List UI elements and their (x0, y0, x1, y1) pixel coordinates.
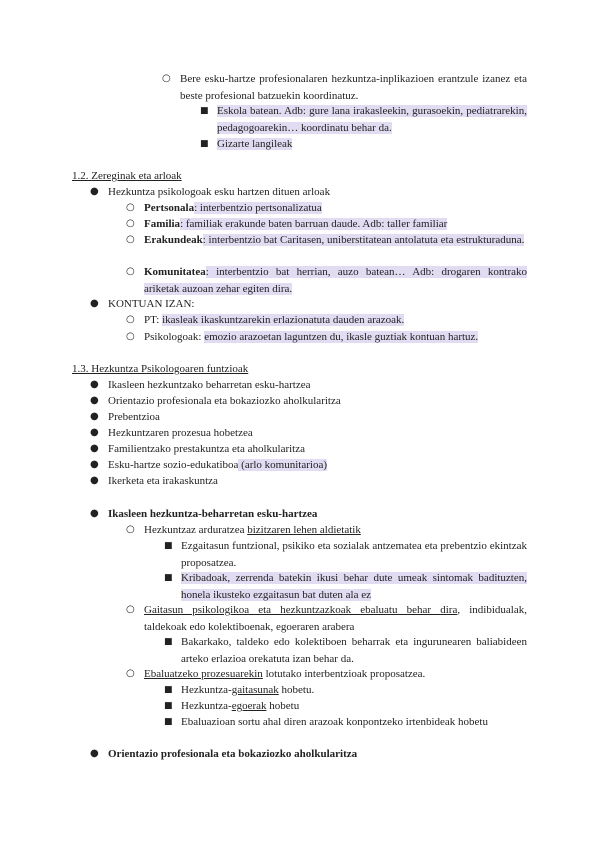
circle-bullet-icon: ○ (126, 202, 135, 213)
area-term: Familia (144, 218, 181, 230)
detail-heading-2 (90, 746, 358, 763)
square-bullet-icon: ■ (164, 717, 173, 727)
c3-item-post: hobetu. (278, 684, 315, 696)
bullet-text: Hezkuntza psikologoak esku hartzen dituen arloak (108, 186, 331, 198)
note-item-psikologoak (126, 329, 527, 346)
circle-bullet-icon: ○ (126, 331, 135, 342)
c3-item-pre: Ebaluazioan sortu ahal diren arazoak konpontzeko irtenbideak hobetu (181, 716, 488, 728)
c1-link: bizitzaren lehen aldietatik (247, 524, 361, 536)
intro-item-1-text: Bere esku-hartze profesionalaren hezkuntza-inplikazioen erantzule izanez eta beste profesional batzuekin koordinatuz. (180, 73, 527, 102)
detail-c2 (126, 602, 527, 635)
function-text: Orientazio profesionala eta bokaziozko aholkularitza (108, 395, 341, 407)
circle-bullet-icon: ○ (126, 314, 135, 325)
detail-c1 (126, 522, 527, 539)
detail-c3 (126, 666, 527, 683)
area-term: Komunitatea (144, 266, 206, 278)
c3-item-pre: Hezkuntza- (181, 700, 232, 712)
c1-pre: Hezkuntzaz arduratzea (144, 524, 248, 536)
note-text: ikasleak ikaskuntzarekin erlazionatuta dauden arazoak. (162, 314, 405, 326)
c2-rest: , indibidualak, taldekoak edo kolektiboenak, egoeraren arabera (144, 604, 527, 633)
area-item-erakundeak (126, 232, 527, 249)
circle-bullet-icon: ○ (126, 234, 135, 245)
circle-bullet-icon: ○ (162, 73, 171, 84)
circle-bullet-icon: ○ (126, 218, 135, 229)
c3-link: Ebaluatzeko prozesuarekin (144, 668, 263, 680)
square-bullet-icon: ■ (164, 573, 173, 583)
area-term: Pertsonala (144, 202, 195, 214)
circle-bullet-icon: ○ (126, 668, 135, 679)
area-desc: : interbentzio pertsonalizatua (194, 202, 322, 214)
bullet-text: KONTUAN IZAN: (108, 298, 195, 310)
detail-c1-item-2 (164, 570, 527, 603)
note-label: PT: (144, 314, 163, 326)
disc-bullet-icon: ● (90, 459, 99, 470)
function-text: Ikerketa eta irakaskuntza (108, 475, 218, 487)
detail-c1-item-1 (164, 538, 527, 571)
c2-link: Gaitasun psikologikoa eta hezkuntzazkoak ebaluatu behar dira (144, 604, 458, 616)
c2-item-text: Bakarkako, taldeko edo kolektiboen beharrak eta ingurunearen baliabideen arteko erlazioa orekatuta izan behar da. (181, 636, 527, 665)
detail-c3-item-3 (164, 714, 527, 731)
intro-sub-item-2-text: Gizarte langileak (217, 138, 293, 150)
detail-c3-item-2 (164, 698, 527, 715)
area-desc: : familiak erakunde baten barruan daude. Adb: taller familiar (180, 218, 448, 230)
function-text: Esku-hartze sozio-edukatiboa (108, 459, 239, 471)
heading-text: Ikasleen hezkuntza-beharretan esku-hartzea (108, 508, 318, 520)
c3-item-link: gaitasunak (231, 684, 279, 696)
function-item (90, 473, 218, 490)
disc-bullet-icon: ● (90, 427, 99, 438)
function-item (90, 393, 341, 410)
section-1-2-title: 1.2. Zereginak eta arloak (72, 170, 182, 182)
disc-bullet-icon: ● (90, 508, 99, 519)
section-1-2-bullet-1 (90, 184, 527, 201)
disc-bullet-icon: ● (90, 298, 99, 309)
function-item (90, 441, 306, 458)
area-desc: : interbentzio bat Caritasen, uniberstitatean antolatuta eta estrukturaduna. (202, 234, 525, 246)
disc-bullet-icon: ● (90, 186, 99, 197)
circle-bullet-icon: ○ (126, 266, 135, 277)
c1-item-text: Kribadoak, zerrenda batekin ikusi behar dute umeak sintomak badituzten, honela ikusteko ezgaitasun bat duten ala ez (181, 572, 527, 601)
c3-rest: lotutako interbentzioak proposatzea. (262, 668, 426, 680)
intro-sub-item-2 (200, 136, 527, 153)
detail-heading-1 (90, 506, 318, 523)
c3-item-link: egoerak (231, 700, 267, 712)
square-bullet-icon: ■ (164, 685, 173, 695)
square-bullet-icon: ■ (200, 106, 209, 116)
disc-bullet-icon: ● (90, 443, 99, 454)
square-bullet-icon: ■ (164, 541, 173, 551)
detail-c2-item-1 (164, 634, 527, 667)
square-bullet-icon: ■ (164, 637, 173, 647)
square-bullet-icon: ■ (200, 139, 209, 149)
intro-sub-item-1 (200, 103, 527, 136)
area-item-komunitatea (126, 264, 527, 297)
note-label: Psikologoak: (144, 331, 205, 343)
disc-bullet-icon: ● (90, 748, 99, 759)
section-1-3-title: 1.3. Hezkuntza Psikologoaren funtzioak (72, 363, 249, 375)
disc-bullet-icon: ● (90, 475, 99, 486)
disc-bullet-icon: ● (90, 411, 99, 422)
area-desc: : interbentzio bat herrian, auzo batean… Adb: drogaren kontrako ariketak auzoan zehar egiten dira. (144, 266, 527, 295)
note-text: emozio arazoetan laguntzen du, ikasle guztiak kontuan hartuz. (204, 331, 479, 343)
function-item (90, 425, 253, 442)
square-bullet-icon: ■ (164, 701, 173, 711)
c3-item-pre: Hezkuntza- (181, 684, 232, 696)
function-text: Prebentzioa (108, 411, 160, 423)
circle-bullet-icon: ○ (126, 524, 135, 535)
intro-sub-item-1-text: Eskola batean. Adb: gure lana irakasleekin, gurasoekin, pediatrarekin, pedagogoarekin… koordinatu behar da. (217, 105, 527, 134)
disc-bullet-icon: ● (90, 395, 99, 406)
area-item-pertsonala (126, 200, 527, 217)
c3-item-post: hobetu (266, 700, 300, 712)
c1-item-text: Ezgaitasun funtzional, psikiko eta sozialak antzematea eta prebentzio ekintzak proposatzea. (181, 540, 527, 569)
area-item-familia (126, 216, 527, 233)
function-text: Hezkuntzaren prozesua hobetzea (108, 427, 253, 439)
section-1-2-bullet-2 (90, 296, 527, 313)
function-extra: (arlo komunitarioa) (238, 459, 328, 471)
function-text: Familientzako prestakuntza eta aholkularitza (108, 443, 306, 455)
function-item (90, 409, 160, 426)
intro-item-1 (162, 71, 527, 104)
area-term: Erakundeak (144, 234, 203, 246)
circle-bullet-icon: ○ (126, 604, 135, 615)
function-item (90, 377, 311, 394)
note-item-pt (126, 312, 527, 329)
heading-text: Orientazio profesionala eta bokaziozko aholkularitza (108, 748, 358, 760)
function-text: Ikasleen hezkuntzako beharretan esku-hartzea (108, 379, 311, 391)
detail-c3-item-1 (164, 682, 527, 699)
disc-bullet-icon: ● (90, 379, 99, 390)
function-item (90, 457, 328, 474)
